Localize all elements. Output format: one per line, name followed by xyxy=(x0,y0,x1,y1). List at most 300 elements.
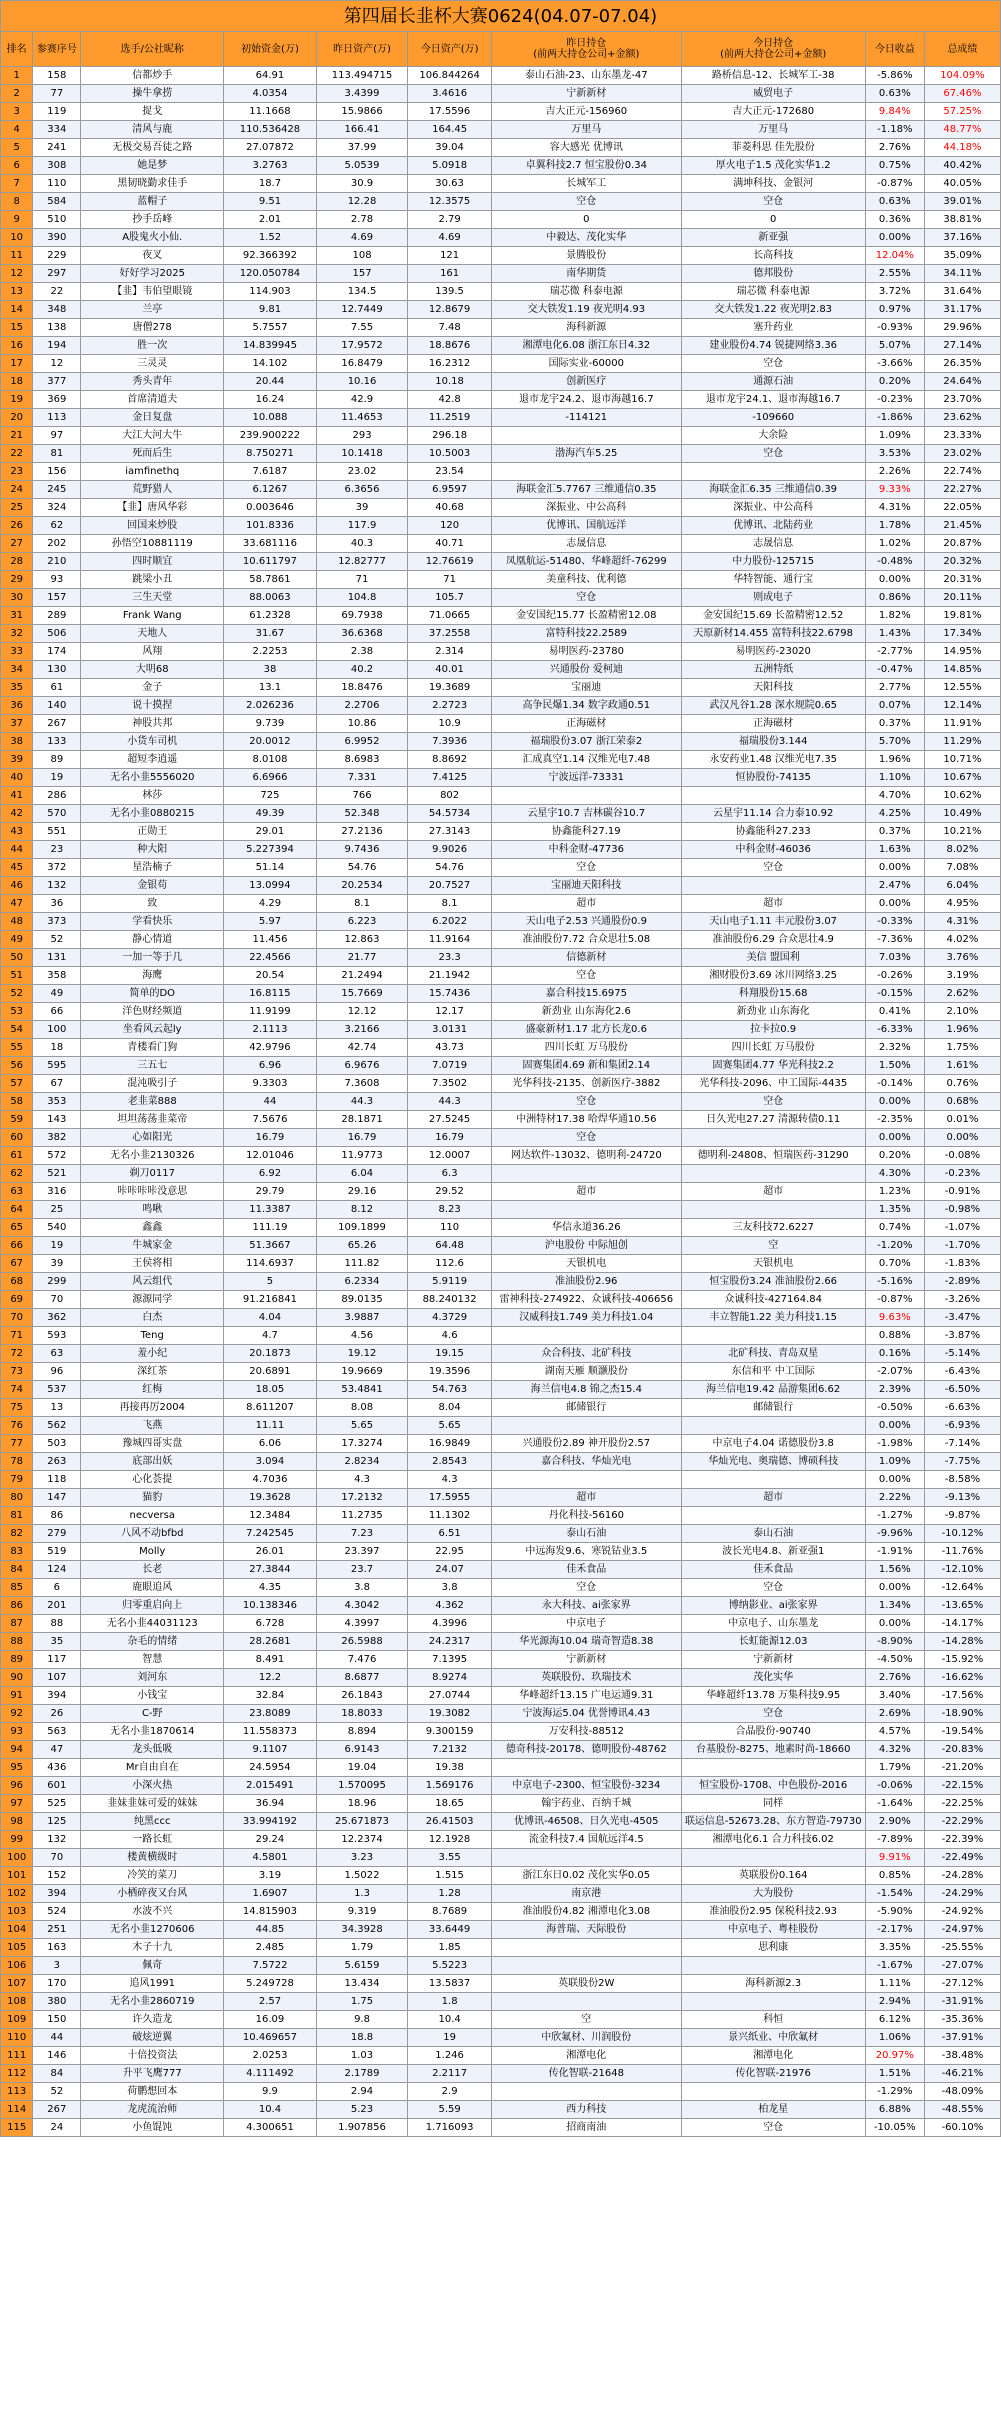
cell-total-score: -14.28% xyxy=(924,1633,1000,1651)
cell-rank: 17 xyxy=(1,355,33,373)
cell-today-holdings: 易明医药-23020 xyxy=(681,643,865,661)
cell-today-assets: 18.65 xyxy=(408,1795,492,1813)
cell-rank: 101 xyxy=(1,1867,33,1885)
cell-yesterday-assets: 15.7669 xyxy=(316,985,408,1003)
cell-entry-no: 23 xyxy=(33,841,81,859)
table-row xyxy=(1,409,1001,427)
cell-total-score: 19.81% xyxy=(924,607,1000,625)
cell-today-holdings: 湘潭电化6.1 合力科技6.02 xyxy=(681,1831,865,1849)
cell-initial-funds: 42.9796 xyxy=(224,1039,317,1057)
cell-initial-funds: 27.07872 xyxy=(224,139,317,157)
cell-today-return: -0.14% xyxy=(865,1075,924,1093)
cell-today-holdings: 金安国纪15.69 长盈精密12.52 xyxy=(681,607,865,625)
cell-today-holdings: 菲菱科思 佳先股份 xyxy=(681,139,865,157)
cell-initial-funds: 9.3303 xyxy=(224,1075,317,1093)
cell-today-return: 1.34% xyxy=(865,1597,924,1615)
cell-today-holdings: 湘财股份3.69 冰川网络3.25 xyxy=(681,967,865,985)
table-row xyxy=(1,1741,1001,1759)
column-header-entry-no: 参赛序号 xyxy=(33,32,81,67)
cell-today-assets: 16.79 xyxy=(408,1129,492,1147)
cell-yesterday-holdings: 长城军工 xyxy=(491,175,681,193)
cell-yesterday-holdings: 交大铁发1.19 夜光明4.93 xyxy=(491,301,681,319)
cell-nickname: 小货车司机 xyxy=(81,733,224,751)
table-row xyxy=(1,805,1001,823)
cell-rank: 72 xyxy=(1,1345,33,1363)
table-row xyxy=(1,1309,1001,1327)
cell-yesterday-holdings xyxy=(491,1849,681,1867)
cell-today-assets: 1.85 xyxy=(408,1939,492,1957)
cell-yesterday-assets: 1.907856 xyxy=(316,2119,408,2137)
cell-today-assets: 1.28 xyxy=(408,1885,492,1903)
cell-today-return: 1.78% xyxy=(865,517,924,535)
cell-nickname: 说十摸捏 xyxy=(81,697,224,715)
cell-initial-funds: 4.04 xyxy=(224,1309,317,1327)
cell-rank: 6 xyxy=(1,157,33,175)
cell-initial-funds: 9.51 xyxy=(224,193,317,211)
cell-yesterday-holdings: 吉大正元-156960 xyxy=(491,103,681,121)
cell-nickname: 龙虎流治师 xyxy=(81,2101,224,2119)
cell-yesterday-holdings: 金安国纪15.77 长盈精密12.08 xyxy=(491,607,681,625)
cell-yesterday-holdings: 深振业、中公高科 xyxy=(491,499,681,517)
cell-initial-funds: 58.7861 xyxy=(224,571,317,589)
cell-yesterday-holdings: 卓翼科技2.7 恒宝股份0.34 xyxy=(491,157,681,175)
cell-today-return: 0.70% xyxy=(865,1255,924,1273)
cell-initial-funds: 29.01 xyxy=(224,823,317,841)
cell-yesterday-assets: 2.94 xyxy=(316,2083,408,2101)
cell-today-return: 2.47% xyxy=(865,877,924,895)
cell-initial-funds: 20.1873 xyxy=(224,1345,317,1363)
cell-today-return: 0.20% xyxy=(865,373,924,391)
cell-yesterday-holdings: 海普瑞、天际股份 xyxy=(491,1921,681,1939)
cell-entry-no: 77 xyxy=(33,85,81,103)
cell-today-assets: 7.1395 xyxy=(408,1651,492,1669)
cell-initial-funds: 27.3844 xyxy=(224,1561,317,1579)
cell-rank: 4 xyxy=(1,121,33,139)
cell-initial-funds: 114.903 xyxy=(224,283,317,301)
cell-today-return: -6.33% xyxy=(865,1021,924,1039)
cell-yesterday-assets: 15.9866 xyxy=(316,103,408,121)
cell-total-score: 104.09% xyxy=(924,67,1000,85)
cell-today-return: 0.63% xyxy=(865,193,924,211)
cell-total-score: 0.68% xyxy=(924,1093,1000,1111)
cell-today-assets: 40.68 xyxy=(408,499,492,517)
cell-rank: 20 xyxy=(1,409,33,427)
cell-rank: 36 xyxy=(1,697,33,715)
cell-nickname: 纯黑ccc xyxy=(81,1813,224,1831)
cell-entry-no: 44 xyxy=(33,2029,81,2047)
cell-initial-funds: 5.97 xyxy=(224,913,317,931)
cell-today-assets: 5.9119 xyxy=(408,1273,492,1291)
cell-rank: 35 xyxy=(1,679,33,697)
cell-today-assets: 17.5955 xyxy=(408,1489,492,1507)
cell-today-return: 20.97% xyxy=(865,2047,924,2065)
table-row xyxy=(1,661,1001,679)
table-row xyxy=(1,1759,1001,1777)
cell-today-assets: 7.3936 xyxy=(408,733,492,751)
cell-initial-funds: 8.491 xyxy=(224,1651,317,1669)
table-row xyxy=(1,679,1001,697)
cell-nickname: 十倍投资法 xyxy=(81,2047,224,2065)
cell-today-holdings: 中京电子、山东墨龙 xyxy=(681,1615,865,1633)
cell-today-assets: 10.18 xyxy=(408,373,492,391)
cell-nickname: 清风与鹿 xyxy=(81,121,224,139)
cell-yesterday-assets: 37.99 xyxy=(316,139,408,157)
cell-today-assets: 71 xyxy=(408,571,492,589)
cell-yesterday-assets: 134.5 xyxy=(316,283,408,301)
cell-yesterday-assets: 12.2374 xyxy=(316,1831,408,1849)
table-row xyxy=(1,1903,1001,1921)
cell-nickname: 蓝帽子 xyxy=(81,193,224,211)
cell-total-score: 14.85% xyxy=(924,661,1000,679)
cell-today-assets: 10.9 xyxy=(408,715,492,733)
cell-nickname: 豫城四哥实盘 xyxy=(81,1435,224,1453)
cell-yesterday-assets: 7.476 xyxy=(316,1651,408,1669)
cell-total-score: -5.14% xyxy=(924,1345,1000,1363)
cell-nickname: 长老 xyxy=(81,1561,224,1579)
cell-nickname: 红梅 xyxy=(81,1381,224,1399)
cell-today-holdings: 东信和平 中工国际 xyxy=(681,1363,865,1381)
cell-entry-no: 19 xyxy=(33,769,81,787)
table-row xyxy=(1,103,1001,121)
cell-rank: 12 xyxy=(1,265,33,283)
cell-yesterday-assets: 25.671873 xyxy=(316,1813,408,1831)
cell-today-return: 2.26% xyxy=(865,463,924,481)
cell-total-score: -22.39% xyxy=(924,1831,1000,1849)
cell-yesterday-assets: 36.6368 xyxy=(316,625,408,643)
cell-today-return: -1.67% xyxy=(865,1957,924,1975)
cell-entry-no: 537 xyxy=(33,1381,81,1399)
table-row xyxy=(1,769,1001,787)
cell-today-return: 0.00% xyxy=(865,1093,924,1111)
cell-yesterday-holdings: 景腾股份 xyxy=(491,247,681,265)
cell-yesterday-holdings: 空仓 xyxy=(491,1579,681,1597)
cell-yesterday-holdings: 易明医药-23780 xyxy=(491,643,681,661)
cell-entry-no: 562 xyxy=(33,1417,81,1435)
cell-yesterday-assets: 23.397 xyxy=(316,1543,408,1561)
cell-total-score: 12.14% xyxy=(924,697,1000,715)
column-header-today-return: 今日收益 xyxy=(865,32,924,67)
cell-yesterday-assets: 6.2334 xyxy=(316,1273,408,1291)
table-row xyxy=(1,967,1001,985)
cell-today-holdings: 三友科技72.6227 xyxy=(681,1219,865,1237)
cell-yesterday-holdings: 超市 xyxy=(491,1489,681,1507)
cell-total-score: 22.74% xyxy=(924,463,1000,481)
cell-today-assets: 2.2723 xyxy=(408,697,492,715)
cell-total-score: -48.55% xyxy=(924,2101,1000,2119)
cell-total-score: 7.08% xyxy=(924,859,1000,877)
cell-today-assets: 43.73 xyxy=(408,1039,492,1057)
cell-nickname: 孙悟空10881119 xyxy=(81,535,224,553)
cell-today-return: 9.84% xyxy=(865,103,924,121)
cell-yesterday-holdings: 南京港 xyxy=(491,1885,681,1903)
cell-nickname: 楼黄横级时 xyxy=(81,1849,224,1867)
cell-initial-funds: 4.7 xyxy=(224,1327,317,1345)
cell-yesterday-holdings: 新劲业 山东海化2.6 xyxy=(491,1003,681,1021)
cell-rank: 90 xyxy=(1,1669,33,1687)
cell-entry-no: 373 xyxy=(33,913,81,931)
cell-nickname: 水波不兴 xyxy=(81,1903,224,1921)
cell-today-return: -3.66% xyxy=(865,355,924,373)
cell-entry-no: 133 xyxy=(33,733,81,751)
table-row xyxy=(1,85,1001,103)
cell-yesterday-assets: 53.4841 xyxy=(316,1381,408,1399)
cell-today-holdings: 协鑫能科27.233 xyxy=(681,823,865,841)
cell-initial-funds: 36.94 xyxy=(224,1795,317,1813)
cell-nickname: 破炫逆翼 xyxy=(81,2029,224,2047)
cell-total-score: 14.95% xyxy=(924,643,1000,661)
cell-yesterday-assets: 1.79 xyxy=(316,1939,408,1957)
cell-today-return: 4.30% xyxy=(865,1165,924,1183)
cell-yesterday-assets: 5.23 xyxy=(316,2101,408,2119)
cell-entry-no: 251 xyxy=(33,1921,81,1939)
cell-total-score: 20.87% xyxy=(924,535,1000,553)
cell-yesterday-holdings xyxy=(491,2083,681,2101)
cell-rank: 10 xyxy=(1,229,33,247)
cell-yesterday-assets: 16.8479 xyxy=(316,355,408,373)
cell-entry-no: 70 xyxy=(33,1849,81,1867)
cell-initial-funds: 31.67 xyxy=(224,625,317,643)
cell-today-holdings: 景兴纸业、中欣氟材 xyxy=(681,2029,865,2047)
cell-initial-funds: 2.026236 xyxy=(224,697,317,715)
cell-total-score: 38.81% xyxy=(924,211,1000,229)
cell-initial-funds: 33.994192 xyxy=(224,1813,317,1831)
cell-yesterday-assets: 18.8476 xyxy=(316,679,408,697)
cell-entry-no: 194 xyxy=(33,337,81,355)
cell-total-score: -12.10% xyxy=(924,1561,1000,1579)
cell-today-return: -5.90% xyxy=(865,1903,924,1921)
cell-rank: 108 xyxy=(1,1993,33,2011)
cell-yesterday-holdings: 邮储银行 xyxy=(491,1399,681,1417)
cell-total-score: 44.18% xyxy=(924,139,1000,157)
cell-initial-funds: 11.456 xyxy=(224,931,317,949)
cell-yesterday-assets: 111.82 xyxy=(316,1255,408,1273)
cell-today-assets: 164.45 xyxy=(408,121,492,139)
table-row xyxy=(1,589,1001,607)
cell-yesterday-assets: 108 xyxy=(316,247,408,265)
cell-total-score: -3.47% xyxy=(924,1309,1000,1327)
cell-today-assets: 4.3996 xyxy=(408,1615,492,1633)
cell-today-return: 1.50% xyxy=(865,1057,924,1075)
cell-today-holdings xyxy=(681,1957,865,1975)
cell-today-assets: 23.3 xyxy=(408,949,492,967)
cell-rank: 88 xyxy=(1,1633,33,1651)
cell-today-assets: 9.300159 xyxy=(408,1723,492,1741)
cell-entry-no: 138 xyxy=(33,319,81,337)
cell-total-score: 35.09% xyxy=(924,247,1000,265)
cell-today-return: 0.00% xyxy=(865,1417,924,1435)
cell-nickname: 冷笑的菜刀 xyxy=(81,1867,224,1885)
cell-yesterday-assets: 9.319 xyxy=(316,1903,408,1921)
cell-entry-no: 263 xyxy=(33,1453,81,1471)
cell-yesterday-holdings: 光华科技-2135、创新医疗-3882 xyxy=(491,1075,681,1093)
table-row xyxy=(1,1327,1001,1345)
cell-rank: 30 xyxy=(1,589,33,607)
cell-nickname: 小栖碎夜又台风 xyxy=(81,1885,224,1903)
cell-rank: 80 xyxy=(1,1489,33,1507)
cell-rank: 55 xyxy=(1,1039,33,1057)
cell-entry-no: 130 xyxy=(33,661,81,679)
cell-today-holdings: 威贸电子 xyxy=(681,85,865,103)
cell-nickname: 三灵灵 xyxy=(81,355,224,373)
cell-initial-funds: 18.7 xyxy=(224,175,317,193)
cell-today-assets: 8.9274 xyxy=(408,1669,492,1687)
cell-entry-no: 279 xyxy=(33,1525,81,1543)
cell-today-return: -5.16% xyxy=(865,1273,924,1291)
cell-total-score: -1.07% xyxy=(924,1219,1000,1237)
cell-today-return: -2.35% xyxy=(865,1111,924,1129)
cell-today-holdings: 中京电子、粤桂股份 xyxy=(681,1921,865,1939)
cell-yesterday-assets: 17.2132 xyxy=(316,1489,408,1507)
cell-rank: 51 xyxy=(1,967,33,985)
cell-entry-no: 158 xyxy=(33,67,81,85)
cell-yesterday-assets: 6.3656 xyxy=(316,481,408,499)
cell-yesterday-assets: 1.3 xyxy=(316,1885,408,1903)
cell-today-return: -1.29% xyxy=(865,2083,924,2101)
cell-today-return: -9.96% xyxy=(865,1525,924,1543)
cell-today-holdings: 恒宝股份3.24 准油股份2.66 xyxy=(681,1273,865,1291)
cell-yesterday-holdings: 德奇科技-20178、德明股份-48762 xyxy=(491,1741,681,1759)
cell-nickname: 跳梁小丑 xyxy=(81,571,224,589)
cell-initial-funds: 6.96 xyxy=(224,1057,317,1075)
cell-yesterday-holdings: 海联金汇5.7767 三维通信0.35 xyxy=(491,481,681,499)
cell-yesterday-assets: 12.12 xyxy=(316,1003,408,1021)
cell-yesterday-holdings: 空仓 xyxy=(491,589,681,607)
cell-entry-no: 26 xyxy=(33,1705,81,1723)
cell-today-assets: 88.240132 xyxy=(408,1291,492,1309)
cell-yesterday-holdings: 嘉合科技、华灿光电 xyxy=(491,1453,681,1471)
cell-entry-no: 70 xyxy=(33,1291,81,1309)
cell-yesterday-holdings: 华光源海10.04 瑞奇智造8.38 xyxy=(491,1633,681,1651)
table-row xyxy=(1,2101,1001,2119)
cell-rank: 1 xyxy=(1,67,33,85)
cell-yesterday-assets: 18.8 xyxy=(316,2029,408,2047)
cell-today-assets: 9.9026 xyxy=(408,841,492,859)
cell-yesterday-holdings xyxy=(491,1759,681,1777)
cell-initial-funds: 120.050784 xyxy=(224,265,317,283)
cell-initial-funds: 91.216841 xyxy=(224,1291,317,1309)
cell-total-score: -13.65% xyxy=(924,1597,1000,1615)
cell-today-return: 0.07% xyxy=(865,697,924,715)
cell-total-score: 0.00% xyxy=(924,1129,1000,1147)
cell-yesterday-holdings: 0 xyxy=(491,211,681,229)
cell-entry-no: 66 xyxy=(33,1003,81,1021)
cell-yesterday-holdings: 中洲特材17.38 哈焊华通10.56 xyxy=(491,1111,681,1129)
cell-rank: 40 xyxy=(1,769,33,787)
cell-today-return: -0.48% xyxy=(865,553,924,571)
cell-initial-funds: 5.249728 xyxy=(224,1975,317,1993)
cell-total-score: 3.76% xyxy=(924,949,1000,967)
cell-today-return: 9.63% xyxy=(865,1309,924,1327)
cell-initial-funds: 92.366392 xyxy=(224,247,317,265)
cell-entry-no: 132 xyxy=(33,1831,81,1849)
cell-yesterday-holdings: 正海磁材 xyxy=(491,715,681,733)
table-row xyxy=(1,337,1001,355)
table-row xyxy=(1,1543,1001,1561)
cell-total-score: -22.15% xyxy=(924,1777,1000,1795)
cell-initial-funds: 61.2328 xyxy=(224,607,317,625)
cell-yesterday-assets: 19.12 xyxy=(316,1345,408,1363)
cell-rank: 46 xyxy=(1,877,33,895)
cell-initial-funds: 3.2763 xyxy=(224,157,317,175)
table-row xyxy=(1,1561,1001,1579)
cell-today-holdings: 固赛集团4.77 华光科技2.2 xyxy=(681,1057,865,1075)
cell-yesterday-assets: 10.86 xyxy=(316,715,408,733)
cell-yesterday-holdings: 嘉合科技15.6975 xyxy=(491,985,681,1003)
cell-yesterday-holdings: 空仓 xyxy=(491,859,681,877)
cell-today-holdings: 邮储银行 xyxy=(681,1399,865,1417)
cell-today-holdings: 交大铁发1.22 夜光明2.83 xyxy=(681,301,865,319)
cell-total-score: -27.12% xyxy=(924,1975,1000,1993)
cell-total-score: -0.23% xyxy=(924,1165,1000,1183)
column-header-nickname: 选手/公社昵称 xyxy=(81,32,224,67)
cell-today-return: 0.97% xyxy=(865,301,924,319)
cell-yesterday-holdings: 天山电子2.53 兴通股份0.9 xyxy=(491,913,681,931)
cell-entry-no: 25 xyxy=(33,1201,81,1219)
cell-today-holdings: 德明利-24808、恒瑞医药-31290 xyxy=(681,1147,865,1165)
cell-total-score: 20.32% xyxy=(924,553,1000,571)
cell-nickname: 荷鹏想回本 xyxy=(81,2083,224,2101)
cell-total-score: 0.76% xyxy=(924,1075,1000,1093)
cell-today-assets: 12.8679 xyxy=(408,301,492,319)
table-row xyxy=(1,1525,1001,1543)
cell-total-score: 24.64% xyxy=(924,373,1000,391)
table-row xyxy=(1,1579,1001,1597)
cell-today-assets: 105.7 xyxy=(408,589,492,607)
cell-initial-funds: 18.05 xyxy=(224,1381,317,1399)
cell-total-score: 57.25% xyxy=(924,103,1000,121)
cell-entry-no: 353 xyxy=(33,1093,81,1111)
cell-today-assets: 2.8543 xyxy=(408,1453,492,1471)
cell-yesterday-holdings: 国际实业-60000 xyxy=(491,355,681,373)
cell-rank: 92 xyxy=(1,1705,33,1723)
cell-total-score: 31.64% xyxy=(924,283,1000,301)
cell-yesterday-assets: 2.2706 xyxy=(316,697,408,715)
cell-rank: 94 xyxy=(1,1741,33,1759)
cell-nickname: 风云组代 xyxy=(81,1273,224,1291)
cell-yesterday-assets: 2.1789 xyxy=(316,2065,408,2083)
cell-entry-no: 81 xyxy=(33,445,81,463)
cell-yesterday-assets: 2.78 xyxy=(316,211,408,229)
column-header-rank: 排名 xyxy=(1,32,33,67)
cell-yesterday-holdings xyxy=(491,1201,681,1219)
cell-total-score: 17.34% xyxy=(924,625,1000,643)
cell-rank: 34 xyxy=(1,661,33,679)
cell-yesterday-assets: 65.26 xyxy=(316,1237,408,1255)
cell-rank: 16 xyxy=(1,337,33,355)
cell-yesterday-assets: 293 xyxy=(316,427,408,445)
cell-yesterday-assets: 4.3042 xyxy=(316,1597,408,1615)
cell-today-return: 2.55% xyxy=(865,265,924,283)
cell-today-holdings: 天原新材14.455 富特科技22.6798 xyxy=(681,625,865,643)
cell-today-assets: 7.0719 xyxy=(408,1057,492,1075)
cell-today-holdings: 海联金汇6.35 三维通信0.39 xyxy=(681,481,865,499)
cell-entry-no: 572 xyxy=(33,1147,81,1165)
cell-nickname: C-野 xyxy=(81,1705,224,1723)
cell-total-score: -15.92% xyxy=(924,1651,1000,1669)
cell-today-holdings: 中科金财-46036 xyxy=(681,841,865,859)
cell-today-assets: 11.9164 xyxy=(408,931,492,949)
cell-nickname: 种大阳 xyxy=(81,841,224,859)
cell-rank: 23 xyxy=(1,463,33,481)
cell-rank: 83 xyxy=(1,1543,33,1561)
cell-initial-funds: 4.29 xyxy=(224,895,317,913)
cell-yesterday-assets: 17.3274 xyxy=(316,1435,408,1453)
cell-yesterday-assets: 16.79 xyxy=(316,1129,408,1147)
cell-total-score: -2.89% xyxy=(924,1273,1000,1291)
cell-total-score: -7.75% xyxy=(924,1453,1000,1471)
cell-today-holdings: 万里马 xyxy=(681,121,865,139)
cell-rank: 64 xyxy=(1,1201,33,1219)
